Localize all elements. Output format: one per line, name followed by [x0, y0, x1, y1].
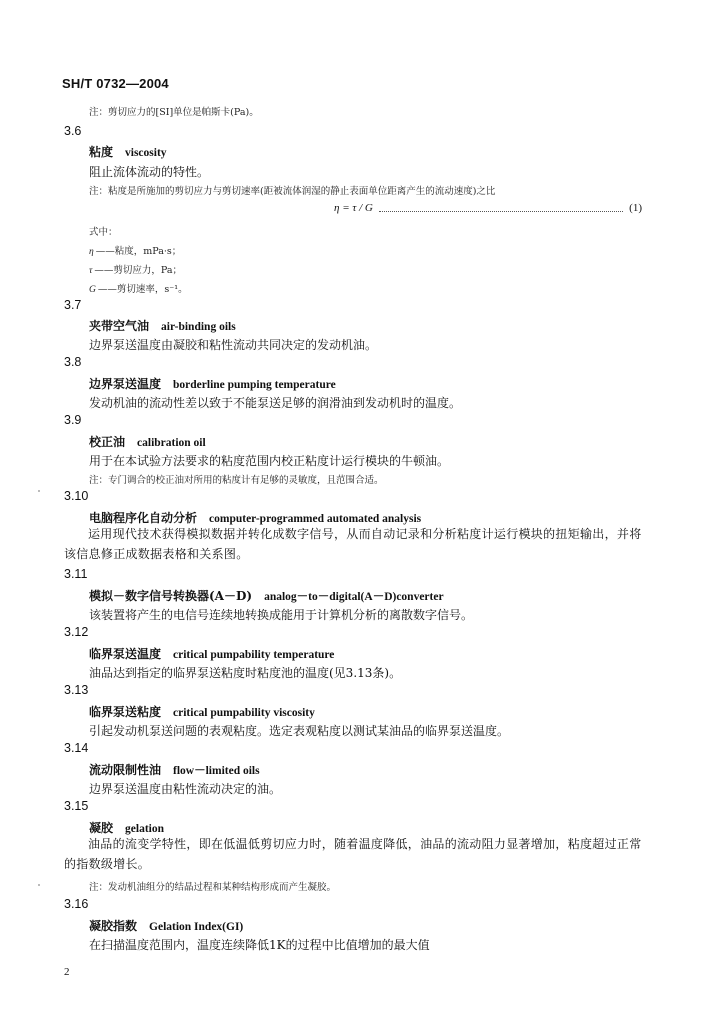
note-3-15: 注：发动机油组分的结晶过程和某种结构形成而产生凝胶。	[89, 882, 337, 893]
formula-number: (1)	[629, 202, 642, 214]
section-number-3-13: 3.13	[64, 683, 89, 697]
section-number-3-9: 3.9	[64, 413, 82, 427]
formula-leader-dots	[379, 205, 623, 212]
definition-3-13: 引起发动机泵送问题的表观粘度。选定表观粘度以测试某油品的临界泵送温度。	[89, 724, 510, 738]
scan-speck	[38, 884, 40, 886]
where-label: 式中：	[89, 227, 118, 238]
formula-expression: η = τ / G	[334, 202, 373, 214]
term-cn: 粘度	[89, 145, 114, 159]
term-3-11: 模拟－数字信号转换器(A－D) analog－to－digital(A－D)converter	[89, 589, 444, 603]
section-number-3-10: 3.10	[64, 489, 89, 503]
definition-3-11: 该装置将产生的电信号连续地转换成能用于计算机分析的离散数字信号。	[89, 608, 474, 622]
formula-1	[334, 202, 642, 214]
term-3-13: 临界泵送粘度 critical pumpability viscosity	[89, 705, 315, 719]
definition-3-10: 运用现代技术获得模拟数据并转化成数字信号，从而自动记录和分析粘度计运行模块的扭矩输出，并将该信息修正成数据表格和关系图。	[64, 527, 642, 561]
section-number-3-15: 3.15	[64, 799, 89, 813]
var-tau: τ ——剪切应力，Pa；	[89, 265, 183, 276]
page-number: 2	[64, 966, 70, 978]
note-pa-unit: 注：剪切应力的[SI]单位是帕斯卡(Pa)。	[89, 107, 259, 118]
section-number-3-14: 3.14	[64, 741, 89, 755]
section-number-3-16: 3.16	[64, 897, 89, 911]
term-3-9: 校正油 calibration oil	[89, 435, 206, 449]
term-3-14: 流动限制性油 flow－limited oils	[89, 763, 260, 777]
definition-3-7: 边界泵送温度由凝胶和粘性流动共同决定的发动机油。	[89, 338, 378, 352]
scan-speck	[38, 490, 40, 492]
note-3-9: 注：专门调合的校正油对所用的粘度计有足够的灵敏度，且范围合适。	[89, 475, 384, 486]
var-eta: η ——粘度，mPa·s；	[89, 246, 182, 257]
section-number-3-6: 3.6	[64, 124, 82, 138]
term-en: viscosity	[125, 147, 167, 159]
section-number-3-8: 3.8	[64, 355, 82, 369]
var-g: G ——剪切速率，s⁻¹。	[89, 284, 188, 295]
note-3-6: 注：粘度是所施加的剪切应力与剪切速率(距被流体润湿的静止表面单位距离产生的流动速度)之比	[89, 186, 496, 197]
section-number-3-12: 3.12	[64, 625, 89, 639]
definition-3-12: 油品达到指定的临界泵送粘度时粘度池的温度(见3.13条)。	[89, 666, 402, 680]
term-3-16: 凝胶指数 Gelation Index(GI)	[89, 919, 244, 933]
definition-3-14: 边界泵送温度由粘性流动决定的油。	[89, 782, 282, 796]
definition-3-6: 阻止流体流动的特性。	[89, 165, 210, 179]
definition-3-15: 油品的流变学特性，即在低温低剪切应力时，随着温度降低，油品的流动阻力显著增加，粘度超过正常的指数级增长。	[64, 837, 642, 871]
term-3-12: 临界泵送温度 critical pumpability temperature	[89, 647, 335, 661]
term-3-8: 边界泵送温度 borderline pumping temperature	[89, 377, 336, 391]
definition-3-9: 用于在本试验方法要求的粘度范围内校正粘度计运行模块的牛顿油。	[89, 454, 450, 468]
term-3-15: 凝胶 gelation	[89, 821, 164, 835]
definition-3-16: 在扫描温度范围内，温度连续降低1K的过程中比值增加的最大值	[89, 938, 430, 952]
term-3-7: 夹带空气油 air-binding oils	[89, 319, 236, 333]
definition-3-8: 发动机油的流动性差以致于不能泵送足够的润滑油到发动机时的温度。	[89, 396, 462, 410]
term-3-6	[89, 143, 167, 160]
term-3-10: 电脑程序化自动分析 computer-programmed automated analysis	[89, 511, 422, 525]
section-number-3-11: 3.11	[64, 567, 88, 581]
section-number-3-7: 3.7	[64, 298, 82, 312]
standard-header: SH/T 0732—2004	[62, 76, 169, 91]
